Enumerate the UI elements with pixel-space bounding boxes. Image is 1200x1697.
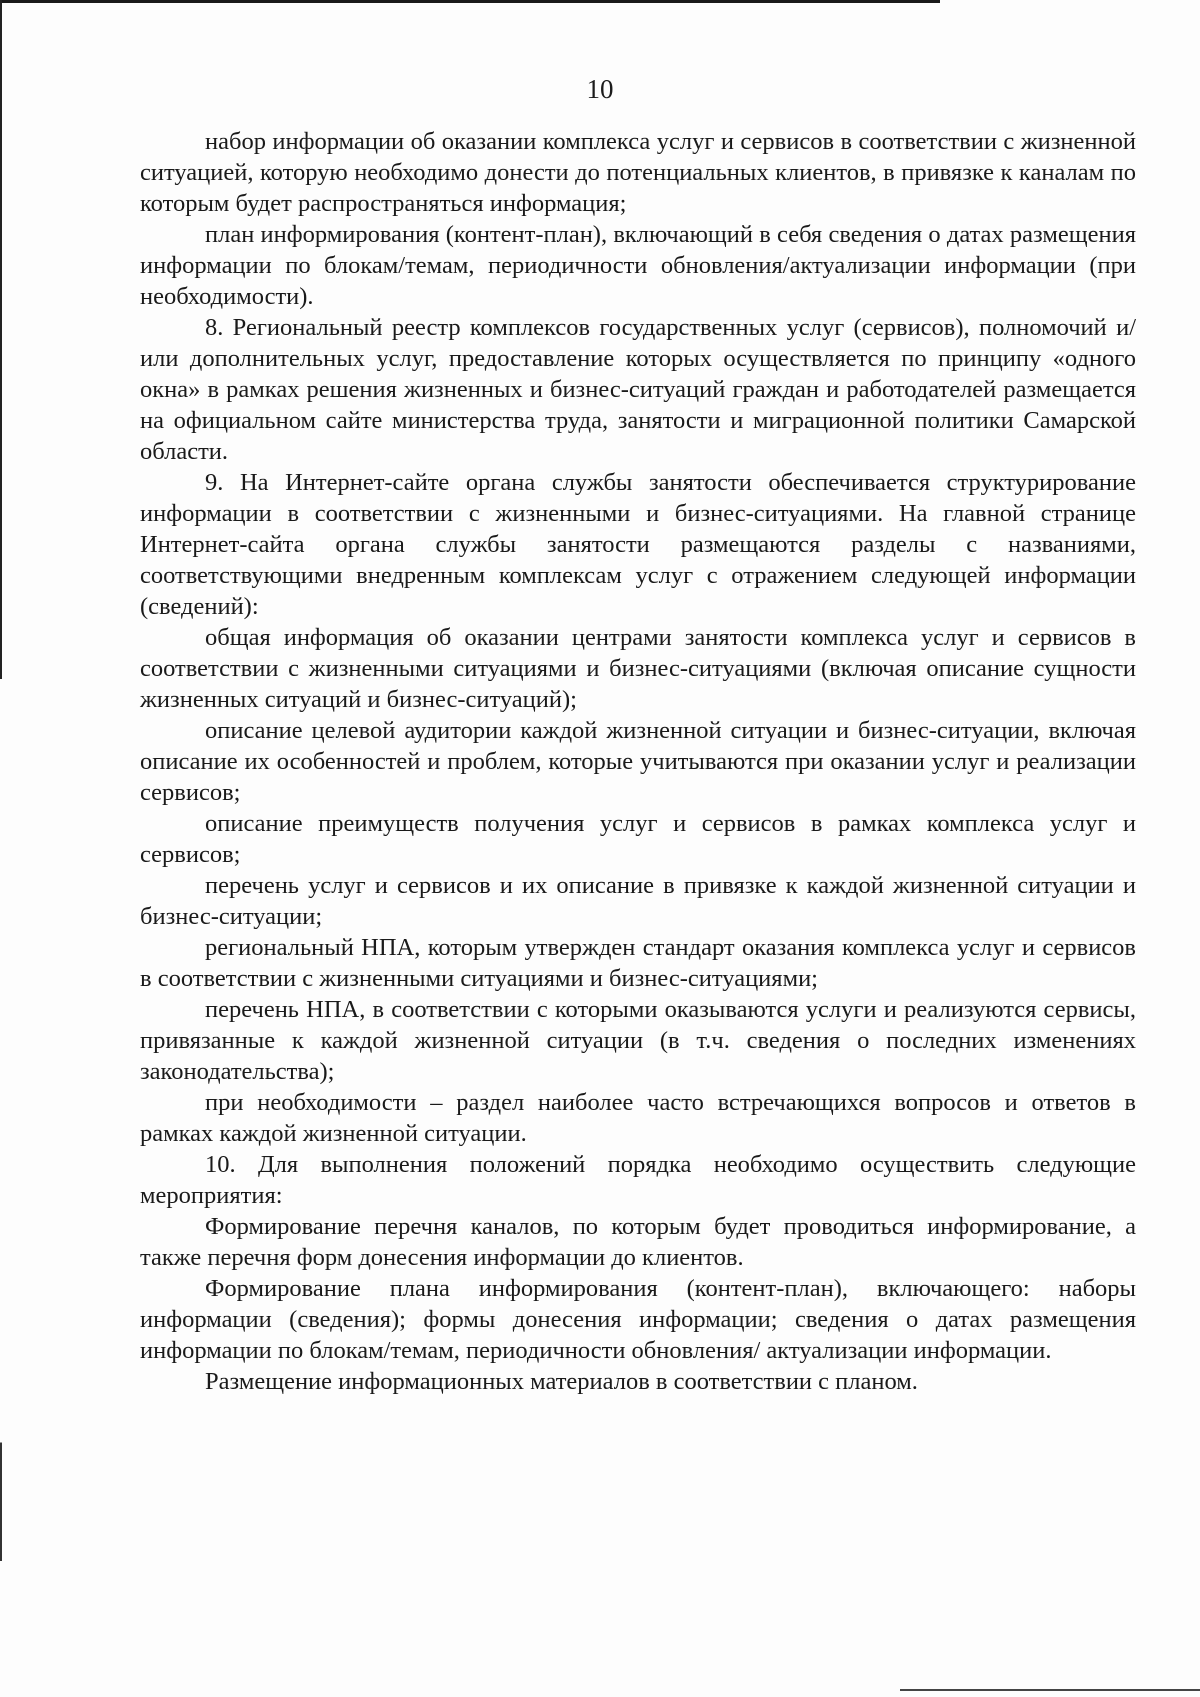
- page-number: 10: [586, 74, 614, 104]
- paragraph: план информирования (контент-план), включающий в себя сведения о датах размещения информации по блокам/темам, периодичности обновления/актуализации информации (при необходимости).: [140, 221, 1136, 310]
- paragraph: 8. Региональный реестр комплексов государственных услуг (сервисов), полномочий и/или дополнительных услуг, предоставление которых осуществляется по принципу «одного окна» в рамках решения жизненных и бизнес-ситуаций граждан и работодателей размещается на официальном сайте министерства труда, занятости и миграционной политики Самарской области.: [140, 314, 1136, 465]
- paragraph: Формирование перечня каналов, по которым будет проводиться информирование, а также перечня форм донесения информации до клиентов.: [140, 1213, 1136, 1271]
- scan-edge-top: [0, 0, 940, 3]
- scan-edge-left: [0, 0, 2, 1697]
- paragraph: региональный НПА, которым утвержден стандарт оказания комплекса услуг и сервисов в соответствии с жизненными ситуациями и бизнес-ситуациями;: [140, 934, 1136, 992]
- paragraph: при необходимости – раздел наиболее часто встречающихся вопросов и ответов в рамках каждой жизненной ситуации.: [140, 1089, 1136, 1147]
- paragraph: перечень НПА, в соответствии с которыми оказываются услуги и реализуются сервисы, привязанные к каждой жизненной ситуации (в т.ч. сведения о последних изменениях законодательства);: [140, 996, 1136, 1085]
- scan-edge-bottom: [900, 1689, 1200, 1691]
- paragraph: описание преимуществ получения услуг и сервисов в рамках комплекса услуг и сервисов;: [140, 810, 1136, 868]
- paragraph: Формирование плана информирования (контент-план), включающего: наборы информации (сведения); формы донесения информации; сведения о датах размещения информации по блокам/темам, периодичности обновления/ актуализации информации.: [140, 1275, 1136, 1364]
- paragraph: общая информация об оказании центрами занятости комплекса услуг и сервисов в соответствии с жизненными ситуациями и бизнес-ситуациями (включая описание сущности жизненных ситуаций и бизнес-ситуаций);: [140, 624, 1136, 713]
- paragraph: 10. Для выполнения положений порядка необходимо осуществить следующие мероприятия:: [140, 1151, 1136, 1209]
- paragraph: набор информации об оказании комплекса услуг и сервисов в соответствии с жизненной ситуацией, которую необходимо донести до потенциальных клиентов, в привязке к каналам по которым будет распространяться информация;: [140, 128, 1136, 217]
- paragraph: описание целевой аудитории каждой жизненной ситуации и бизнес-ситуации, включая описание их особенностей и проблем, которые учитываются при оказании услуг и реализации сервисов;: [140, 717, 1136, 806]
- paragraph: перечень услуг и сервисов и их описание в привязке к каждой жизненной ситуации и бизнес-ситуации;: [140, 872, 1136, 930]
- paragraph: Размещение информационных материалов в соответствии с планом.: [205, 1368, 918, 1395]
- paragraph: 9. На Интернет-сайте органа службы занятости обеспечивается структурирование информации в соответствии с жизненными и бизнес-ситуациями. На главной странице Интернет-сайта органа службы занятости размещаются разделы с названиями, соответствующими внедренным комплексам услуг с отражением следующей информации (сведений):: [140, 469, 1136, 620]
- document-body: [140, 126, 1136, 1397]
